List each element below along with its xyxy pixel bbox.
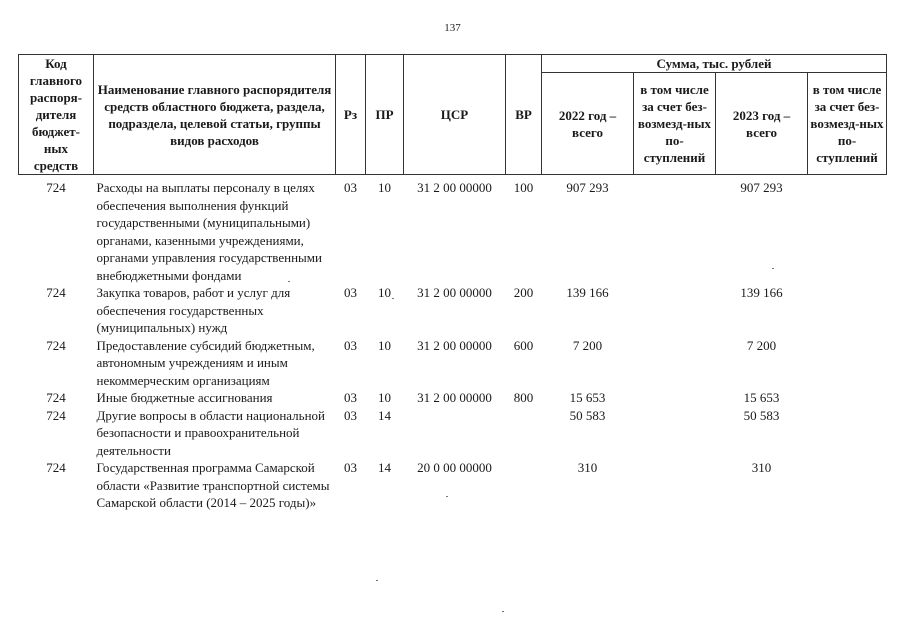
- cell-2023-total: 50 583: [743, 407, 780, 423]
- scan-speck: [502, 611, 504, 612]
- scan-speck: [446, 496, 448, 497]
- cell-name: Государственная программа Самарской области «Развитие транспортной системы Самарской области (2014 – 2025 годы)»: [96, 460, 330, 510]
- cell-name: Другие вопросы в области национальной безопасности и правоохранительной деятельности: [96, 407, 325, 458]
- table-body: [19, 175, 887, 512]
- cell-csr: 20 0 00 00000: [417, 460, 492, 475]
- cell-name: Иные бюджетные ассигнования: [96, 390, 273, 405]
- cell-rz: 03: [344, 460, 357, 475]
- header-vr: ВР: [506, 55, 542, 175]
- scan-speck: [772, 268, 774, 269]
- cell-rz: 03: [344, 285, 357, 300]
- cell-name: Закупка товаров, работ и услуг для обеспечения государственных (муниципальных) нужд: [96, 285, 291, 335]
- header-2023-free: в том числе за счет без-возмезд-ных по-ступлений: [808, 73, 887, 175]
- cell-2023-free: [808, 459, 887, 512]
- cell-vr: 800: [513, 390, 534, 405]
- cell-2022-total: 7 200: [572, 337, 603, 353]
- cell-code: 724: [46, 337, 66, 353]
- table-row: [19, 284, 887, 337]
- cell-2023-free: [808, 389, 887, 407]
- scan-speck: [392, 298, 394, 299]
- header-2023-total: 2023 год – всего: [716, 73, 808, 175]
- cell-pr: 14: [378, 407, 391, 423]
- header-sum: Сумма, тыс. рублей: [542, 55, 887, 73]
- cell-2023-total: 15 653: [743, 390, 780, 405]
- scan-speck: [376, 580, 378, 581]
- header-name: Наименование главного распорядителя средств областного бюджета, раздела, подраздела, целевой статьи, группы видов расходов: [94, 55, 336, 175]
- cell-2022-free: [634, 459, 716, 512]
- table-header: [19, 55, 887, 175]
- header-2022-free: в том числе за счет без-возмезд-ных по-ступлений: [634, 73, 716, 175]
- cell-pr: 10: [378, 285, 391, 300]
- cell-csr: 31 2 00 00000: [417, 337, 492, 353]
- cell-code: 724: [46, 180, 66, 195]
- cell-2023-free: [808, 337, 887, 390]
- cell-rz: 03: [344, 180, 357, 195]
- cell-rz: 03: [344, 337, 357, 353]
- cell-2023-free: [808, 407, 887, 460]
- cell-vr: [506, 459, 542, 512]
- cell-pr: 10: [378, 390, 391, 405]
- cell-rz: 03: [344, 390, 357, 405]
- cell-2022-total: 139 166: [566, 285, 609, 300]
- table-row: [19, 459, 887, 512]
- cell-csr: 31 2 00 00000: [417, 285, 492, 300]
- cell-2023-total: 7 200: [746, 337, 777, 353]
- cell-2022-free: [634, 337, 716, 390]
- table-row: [19, 337, 887, 390]
- cell-2022-total: 15 653: [569, 390, 606, 405]
- cell-name: Предоставление субсидий бюджетным, автономным учреждениям и иным некоммерческим организациям: [96, 337, 315, 388]
- cell-2023-total: 907 293: [740, 180, 783, 195]
- cell-2022-total: 310: [577, 460, 598, 475]
- cell-name: Расходы на выплаты персоналу в целях обеспечения выполнения функций государственными (муниципальными) органами, казенными учреждениями, органами управления государственными внебюджетными фондами: [96, 180, 322, 283]
- cell-rz: 03: [344, 407, 357, 423]
- cell-csr: 31 2 00 00000: [417, 390, 492, 405]
- cell-vr: [506, 407, 542, 460]
- cell-2022-free: [634, 284, 716, 337]
- cell-pr: 10: [378, 180, 391, 195]
- cell-2022-free: [634, 407, 716, 460]
- header-pr: ПР: [366, 55, 404, 175]
- cell-pr: 10: [378, 337, 391, 353]
- header-code: Код главного распоря-дителя бюджет-ных средств: [19, 55, 94, 175]
- cell-vr: 200: [513, 285, 534, 300]
- cell-2023-total: 139 166: [740, 285, 783, 300]
- cell-2023-free: [808, 179, 887, 284]
- header-csr: ЦСР: [404, 55, 506, 175]
- table-row: [19, 407, 887, 460]
- header-rz: Рз: [336, 55, 366, 175]
- table-row: [19, 179, 887, 284]
- cell-2022-free: [634, 389, 716, 407]
- header-2022-total: 2022 год – всего: [542, 73, 634, 175]
- page-number: 137: [444, 22, 461, 34]
- cell-vr: 100: [513, 180, 534, 195]
- scan-speck: [288, 281, 290, 282]
- cell-2022-total: 50 583: [569, 407, 606, 423]
- cell-2022-free: [634, 179, 716, 284]
- cell-2023-total: 310: [751, 460, 772, 475]
- cell-csr: [404, 407, 506, 460]
- table-row: [19, 389, 887, 407]
- cell-pr: 14: [378, 460, 391, 475]
- cell-2023-free: [808, 284, 887, 337]
- cell-2022-total: 907 293: [566, 180, 609, 195]
- cell-code: 724: [46, 390, 66, 405]
- budget-table: [18, 54, 887, 512]
- cell-code: 724: [46, 460, 66, 475]
- cell-code: 724: [46, 407, 66, 423]
- cell-csr: 31 2 00 00000: [417, 180, 492, 195]
- cell-code: 724: [46, 285, 66, 300]
- cell-vr: 600: [513, 337, 534, 353]
